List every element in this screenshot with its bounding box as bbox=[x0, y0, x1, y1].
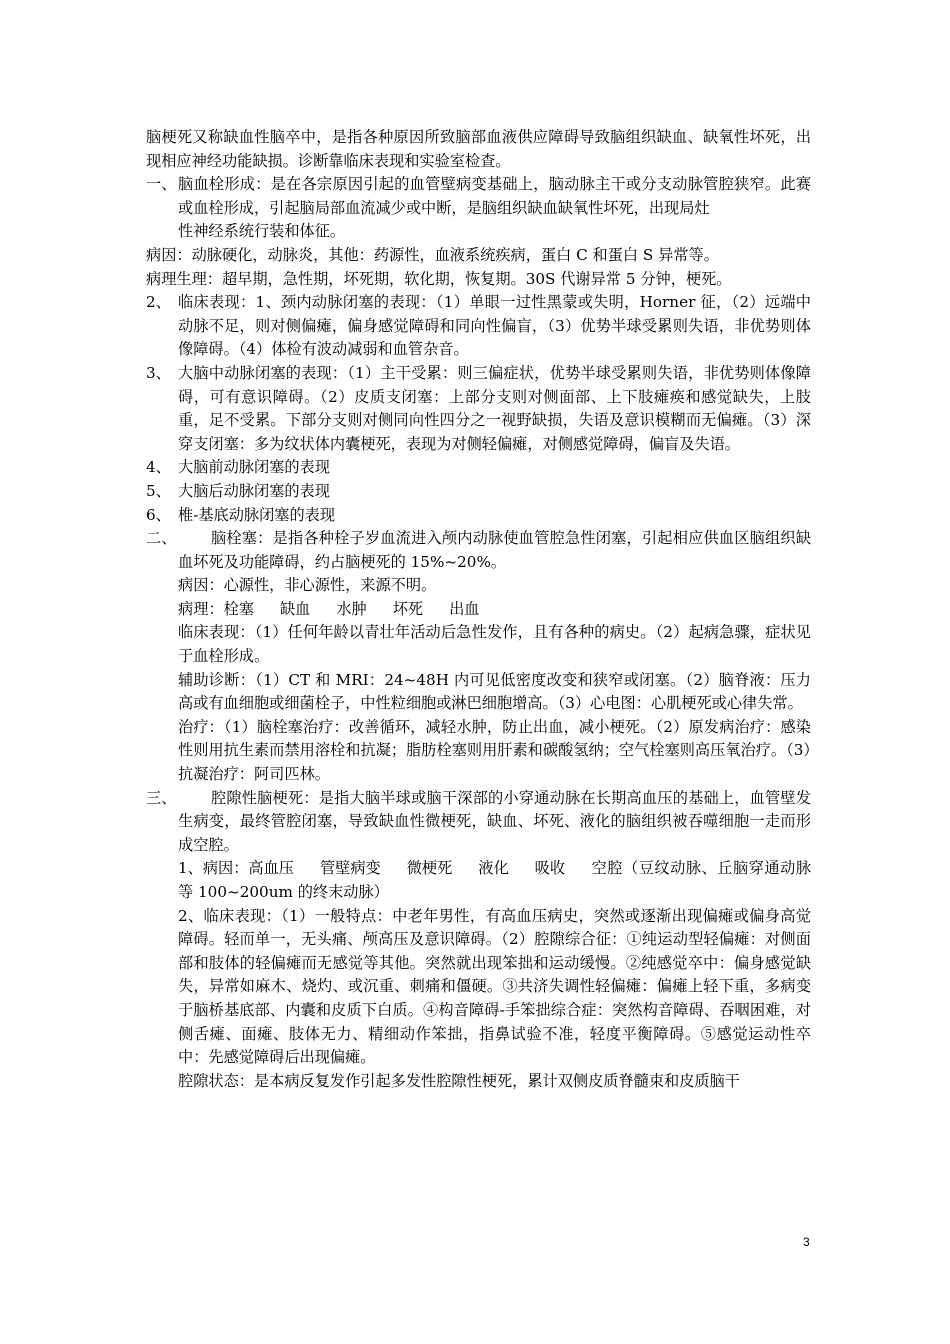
section-1-title bbox=[146, 173, 811, 220]
section-3-lacunar-state: 腔隙状态：是本病反复发作引起多发性腔隙性梗死，累计双侧皮质脊髓束和皮质脑干 bbox=[178, 1071, 740, 1090]
section-3-title: 腔隙性脑梗死：是指大脑半球或脑干深部的小穿通动脉在长期高血压的基础上，血管壁发生病变，最终管腔闭塞，导致缺血性微梗死，缺血、坏死、液化的脑组织被吞噬细胞一走而形成空腔。 bbox=[178, 788, 811, 854]
section-1-title-text: 脑血栓形成：是在各宗原因引起的血管壁病变基础上，脑动脉主干或分支动脉管腔狭窄。此赛或血栓形成，引起脑局部血流减少或中断，是脑组织缺血缺氧性坏死，出现局灶 bbox=[178, 175, 811, 217]
section-2-number: 二、 bbox=[146, 529, 177, 548]
section-2-title: 脑栓塞：是指各种栓子岁血流进入颅内动脉使血管腔急性闭塞，引起相应供血区脑组织缺血坏死及功能障碍，约占脑梗死的 15%~20%。 bbox=[178, 529, 811, 571]
section-3-cause: 1、病因：高血压 管壁病变 微梗死 液化 吸收 空腔（豆纹动脉、丘脑穿通动脉等 100~200um 的终末动脉） bbox=[178, 859, 811, 901]
section-2-treatment: 治疗：（1）脑栓塞治疗：改善循环，减轻水肿，防止出血，减小梗死。（2）原发病治疗：感染性则用抗生素而禁用溶栓和抗凝；脂肪栓塞则用肝素和碳酸氢纳；空气栓塞则高压氧治疗。（3）抗凝治疗：阿司匹林。 bbox=[178, 717, 811, 784]
section-1-pathophysiology: 病理生理：超早期，急性期，坏死期，软化期，恢复期。30S 代谢异常 5 分钟，梗死。 bbox=[146, 269, 732, 288]
section-1-title-cont: 性神经系统行装和体征。 bbox=[178, 222, 346, 241]
section-1-cause: 病因：动脉硬化，动脉炎，其他：药源性，血液系统疾病，蛋白 C 和蛋白 S 异常等。 bbox=[146, 245, 719, 264]
document-body bbox=[146, 126, 811, 1093]
section-2-auxiliary-diagnosis: 辅助诊断：（1）CT 和 MRI：24~48H 内可见低密度改变和狭窄或闭塞。（2）脑脊液：压力高或有血细胞或细菌栓子，中性粒细胞或淋巴细胞增高。（3）心电图：心肌梗死或心律失常。 bbox=[178, 670, 811, 713]
list-item: 3、 大脑中动脉闭塞的表现：（1）主干受累：则三偏症状，优势半球受累则失语，非优势则体像障碍，可有意识障碍。（2）皮质支闭塞：上部分支则对侧面部、上下肢瘫痪和感觉缺失，上肢重，足不受累。下部分支则对侧同向性四分之一视野缺损，失语及意识模糊而无偏瘫。（3）深穿支闭塞：多为纹状体内囊梗死，表现为对侧轻偏瘫，对侧感觉障碍，偏盲及失语。 bbox=[146, 363, 811, 453]
section-3-number: 三、 bbox=[146, 788, 177, 807]
intro-paragraph: 脑梗死又称缺血性脑卒中，是指各种原因所致脑部血液供应障碍导致脑组织缺血、缺氧性坏死，出现相应神经功能缺损。诊断靠临床表现和实验室检查。 bbox=[146, 128, 811, 170]
section-2-pathology: 病理：栓塞 缺血 水肿 坏死 出血 bbox=[178, 599, 480, 618]
list-item: 4、 大脑前动脉闭塞的表现 bbox=[146, 458, 330, 477]
section-2-clinical: 临床表现：（1）任何年龄以青壮年活动后急性发作，且有各种的病史。（2）起病急骤，症状见于血栓形成。 bbox=[178, 623, 811, 666]
list-item: 5、 大脑后动脉闭塞的表现 bbox=[146, 481, 330, 500]
list-item: 6、 椎-基底动脉闭塞的表现 bbox=[146, 505, 336, 524]
section-1-number: 一、 bbox=[146, 175, 177, 194]
list-item: 2、 临床表现：1、颈内动脉闭塞的表现：（1）单眼一过性黑蒙或失明，Horner 征，（2）远端中动脉不足，则对侧偏瘫，偏身感觉障碍和同向性偏盲，（3）优势半球受累则失语，非优势则体像障碍。（4）体检有波动减弱和血管杂音。 bbox=[146, 293, 811, 359]
section-3-clinical: 2、临床表现：（1）一般特点：中老年男性，有高血压病史，突然或逐渐出现偏瘫或偏身高觉障碍。轻而单一，无头痛、颅高压及意识障碍。（2）腔隙综合征：①纯运动型轻偏瘫：对侧面部和肢体的轻偏瘫而无感觉等其他。突然就出现笨拙和运动缓慢。②纯感觉卒中：偏身感觉缺失，异常如麻木、烧灼、或沉重、刺痛和僵硬。③共济失调性轻偏瘫：偏瘫上轻下重，多病变于脑桥基底部、内囊和皮质下白质。④构音障碍-手笨拙综合症：突然构音障碍、吞咽困难，对侧舌瘫、面瘫、肢体无力、精细动作笨拙，指鼻试验不准，轻度平衡障碍。⑤感觉运动性卒中：先感觉障碍后出现偏瘫。 bbox=[178, 906, 811, 1067]
page-number: 3 bbox=[803, 1235, 810, 1249]
section-2-cause: 病因：心源性，非心源性，来源不明。 bbox=[178, 576, 437, 595]
